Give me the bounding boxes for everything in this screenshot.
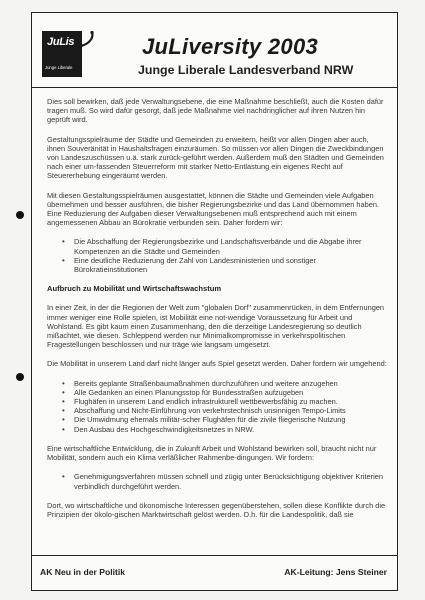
page-footer: [32, 555, 397, 590]
paragraph: Dies soll bewirken, daß jede Verwaltungsebene, die eine Maßnahme beschließt, auch die Kosten dafür tragen muß. So wird dafür gesorgt, daß jede Maßnahme viel nachdringlicher auf ihren Nutzen hin geprüft wird.: [47, 97, 384, 125]
punch-hole-top: [16, 211, 24, 219]
punch-hole-bottom: [16, 373, 24, 381]
bullet-list: [47, 237, 387, 274]
list-item: • Eine deutliche Reduzierung der Zahl von Landesministerien und sonstiger Bürokratieinstitutionen: [62, 256, 387, 274]
bullet-list: [47, 472, 387, 490]
julis-logo: [42, 31, 82, 77]
list-item: • Alle Gedanken an einen Planungsstop für Bundesstraßen aufzugeben: [62, 388, 387, 397]
list-item: • Abschaffung und Nicht-Einführung von verkehrstechnisch unsinnigen Tempo-Limits: [62, 406, 387, 415]
list-item: • Genehmigungsverfahren müssen schnell und zügig unter Berücksichtigung objektiver Kriterien verbindlich durchgeführt werden.: [62, 472, 387, 490]
paragraph: Dort, wo wirtschaftliche und ökonomische Interessen gegenüberstehen, sollen diese Konflikte durch die Prinzipien der ökolo-gischen Marktwirtschaft gelöst werden. D.h. für die Landespolitik, daß sie: [47, 500, 386, 519]
document-body: [47, 97, 387, 529]
paragraph: Gestaltungsspielräume der Städte und Gemeinden zu erweitern, heißt vor allen Dingen aber auch, ihnen Souveränität in Haushaltsfragen einzuräumen. So müssen vor allen Dingen die Zweckbindungen von Landeszuschüssen u.ä. stark zurück-geführt werden. Außerdem muß den Städten und Gemeinden nach einer um-fassenden Steuerreform mit starker Netto-Entlastung ein eigenes Recht auf Steuererhebung eingeräumt werden.: [47, 134, 384, 181]
list-item: • Die Umwidmung ehemals militär-scher Flughäfen für die zivile fliegerische Nutzung: [62, 415, 387, 424]
page-header: [32, 13, 397, 88]
page-subtitle: Junge Liberale Landesverband NRW: [138, 63, 354, 77]
page-title: JuLiversity 2003: [142, 34, 319, 59]
logo-wordmark: JuLis: [47, 36, 75, 48]
list-item: • Bereits geplante Straßenbaumaßnahmen durchzuführen und weitere anzugehen: [62, 379, 387, 388]
paragraph: Die Mobilität in unserem Land darf nicht länger aufs Spiel gesetzt werden. Daher fordern wir umgehend:: [47, 359, 387, 369]
footer-right-text: AK-Leitung: Jens Steiner: [284, 567, 387, 577]
page-frame: [31, 12, 398, 591]
section-heading: Aufbruch zu Mobilität und Wirtschaftswachstum: [47, 284, 222, 294]
paragraph: Eine wirtschaftliche Entwicklung, die in Zukunft Arbeit und Wohlstand bewirken soll, braucht nicht nur Mobilität, sondern auch ein Klima verläßlicher Rahmenbe-dingungen. Wir fordern:: [47, 443, 377, 463]
paragraph: Mit diesen Gestaltungsspielräumen ausgestattet, können die Städte und Gemeinden viele Aufgaben übernehmen und besser ausführen, die bisher Regierungsbezirke und das Land übernommen haben. Eine Reduzierung der Aufgaben dieser Verwaltungsebenen muß entsprechend auch mit einem angemessenen Abbau an Bürokratie verbunden sein. Daher fordern wir:: [47, 190, 379, 228]
logo-subtext: Junge Liberale: [45, 65, 73, 70]
logo-swoosh-icon: [79, 30, 97, 50]
footer-left-text: AK Neu in der Politik: [40, 567, 125, 577]
list-item: • Die Abschaffung der Regierungsbezirke und Landschaftsverbände und die Abgabe ihrer Kompetenzen an die Städte und Gemeinden: [62, 237, 387, 255]
paragraph: In einer Zeit, in der die Regionen der Welt zum "globalen Dorf" zusammenrücken, in dem Entfernungen immer weniger eine Rolle spielen, ist Mobilität eine not-wendige Voraussetzung für Arbeit und Wohlstand. Es gibt kaum einen Zusammenhang, den die derzeitige Landesregierung so deutlich mißachtet, wie diesen. Schleppend werden nur Minimalkompromisse in verkehrspolitischen Fragestellungen beschlossen und nur träge wie langsam umgesetzt.: [47, 303, 385, 350]
list-item: • Den Ausbau des Hochgeschwindigkeitsnetzes in NRW.: [62, 425, 387, 434]
bullet-list: [47, 379, 387, 434]
list-item: • Flughäfen in unserem Land endlich infrastrukturell wettbewerbsfähig zu machen.: [62, 397, 387, 406]
